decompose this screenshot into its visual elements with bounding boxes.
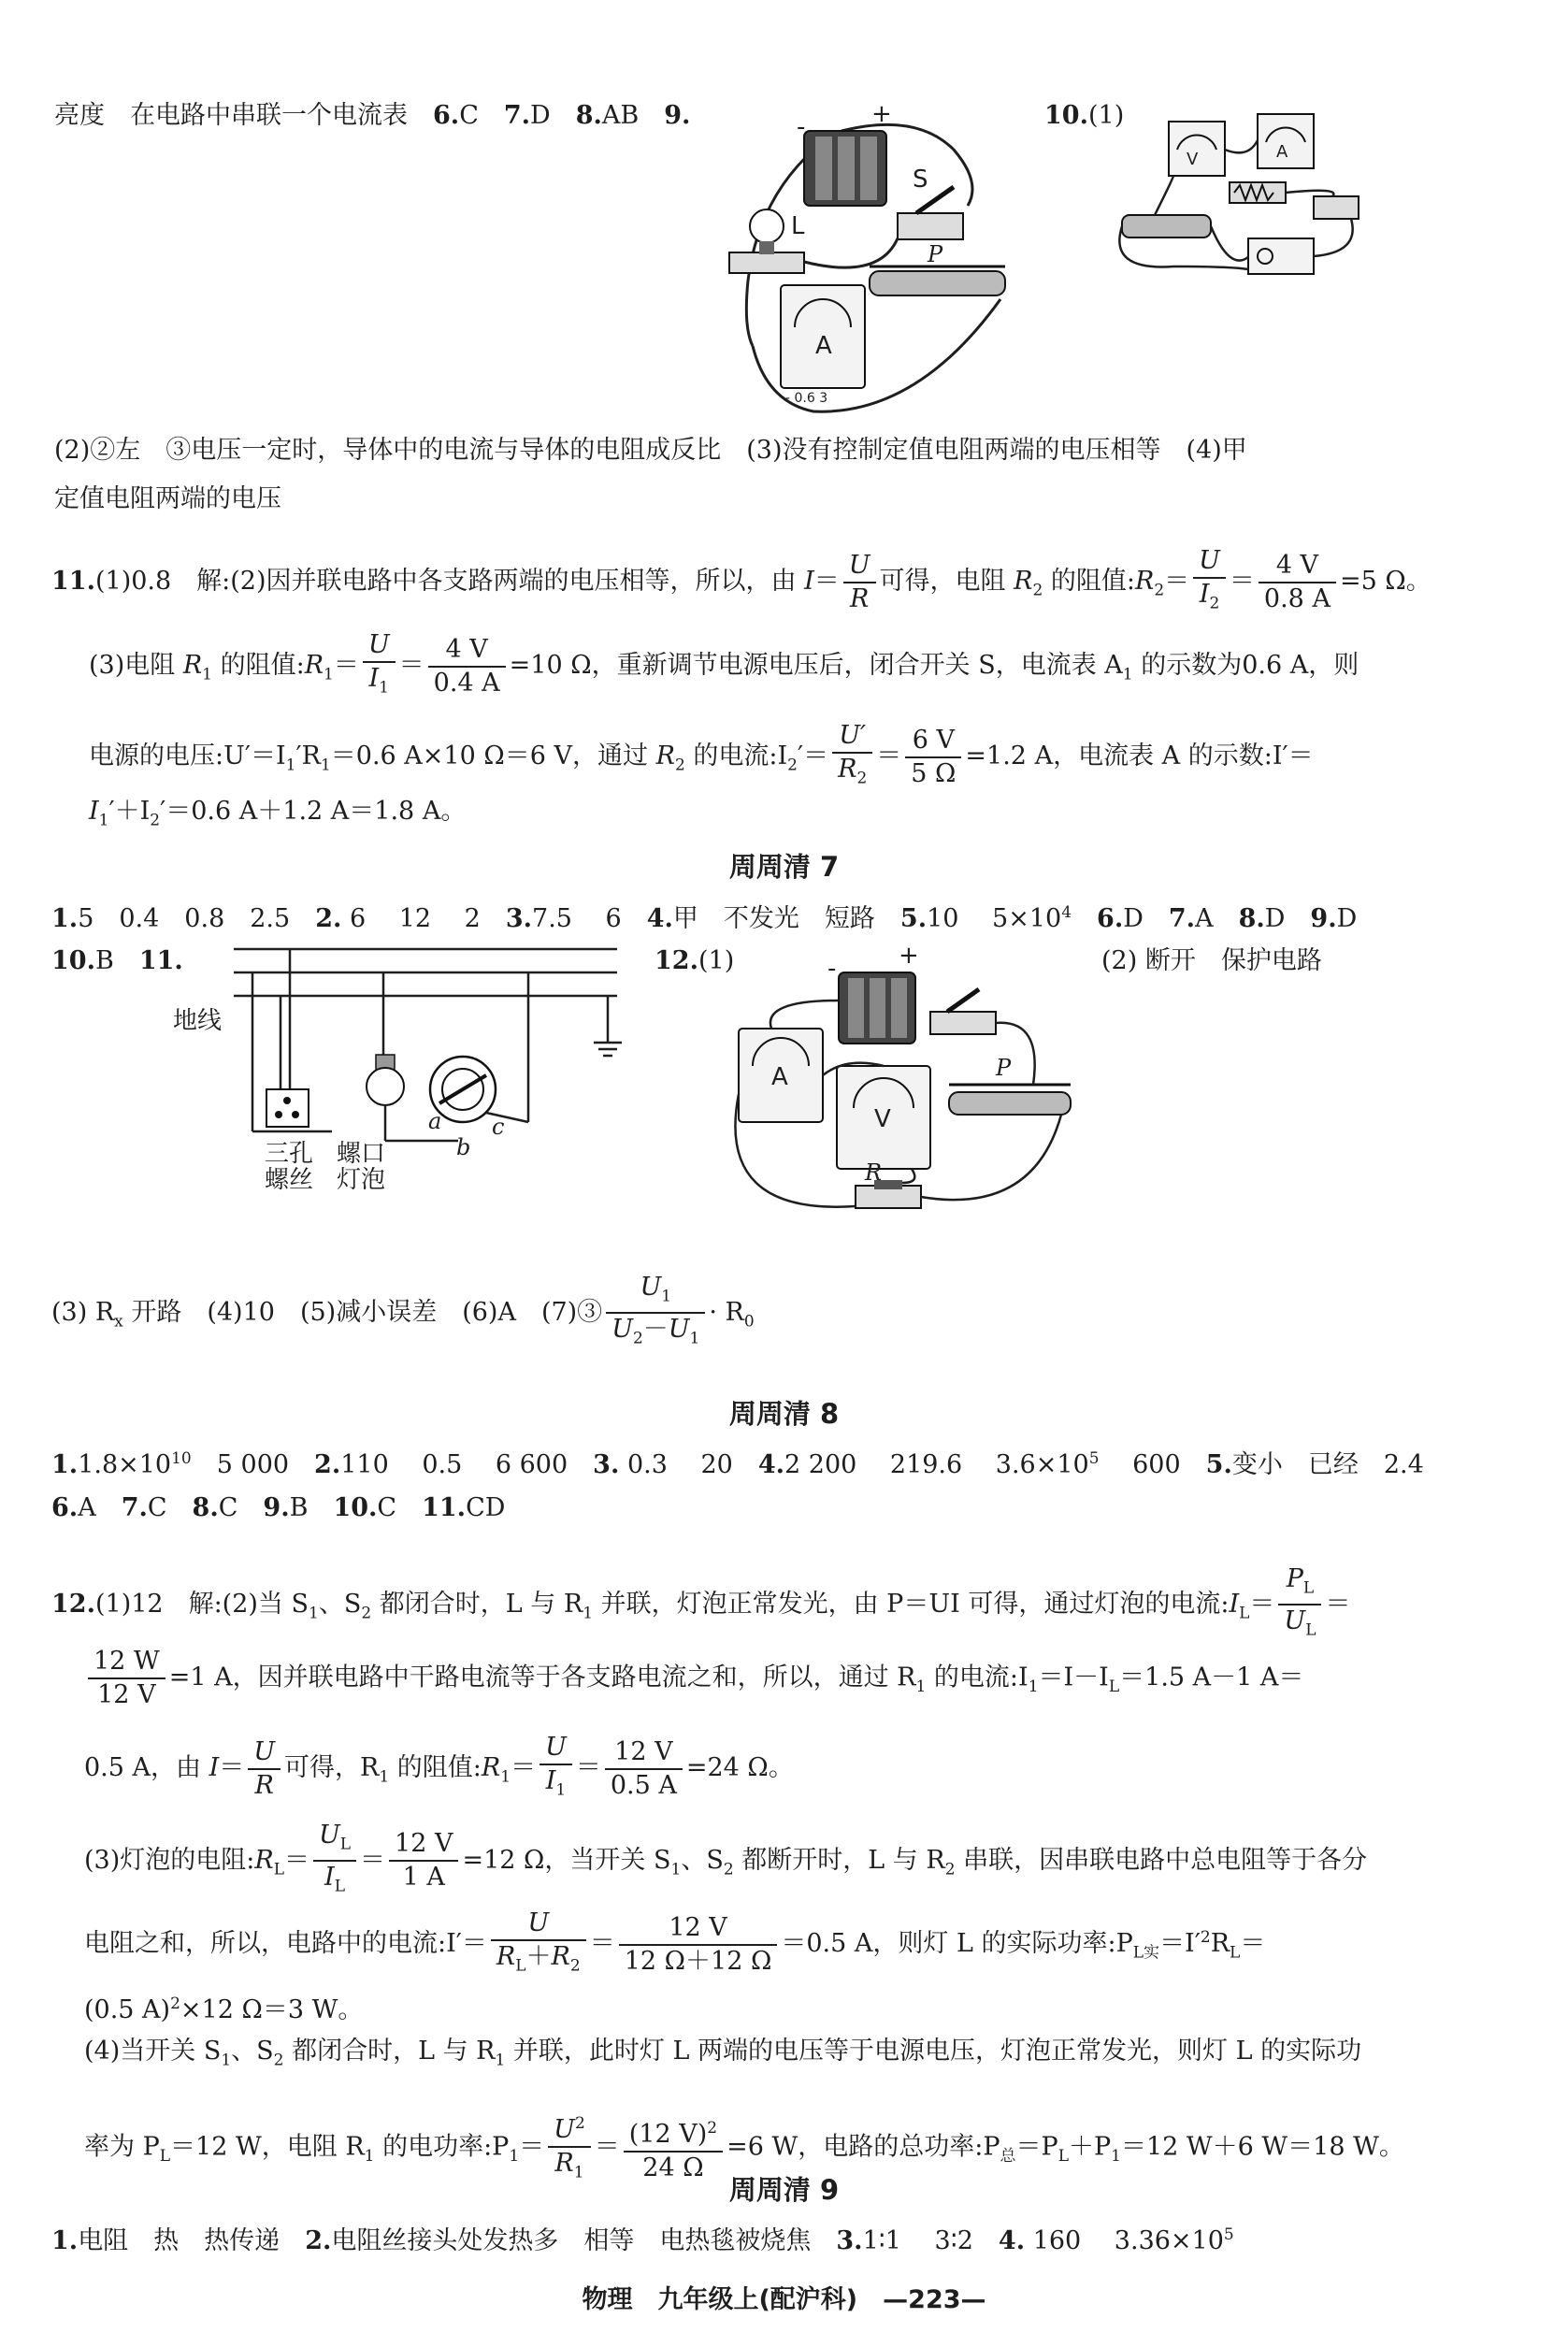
question-number: 2. <box>305 2226 332 2255</box>
exponent: 10 <box>171 1449 192 1468</box>
question-number: 9. <box>664 101 691 130</box>
answer-text: 电阻之和，所以，电路中的电流:I′＝ <box>84 1929 487 1959</box>
question-number: 10. <box>333 1493 378 1522</box>
answer-text: 可得，电阻 <box>879 567 1006 597</box>
question-number: 4. <box>757 1450 785 1479</box>
question-number: 12. <box>51 1589 95 1619</box>
answer-text: 都闭合时，L 与 R <box>283 2037 496 2066</box>
question-number: 1. <box>51 1450 79 1479</box>
q11-line-4: $I_1'+I_2'=0.6$ A＋1.2 A＝1.8 A。 <box>89 797 467 830</box>
answer-text: 并联，灯泡正常发光，由 P＝UI 可得，通过灯泡的电流: <box>593 1589 1230 1619</box>
answer-text: 、S <box>681 1845 724 1875</box>
answer-text: (1) <box>698 946 735 975</box>
answer-text: C <box>377 1493 423 1522</box>
answer-q10-label <box>1044 97 1124 135</box>
answer-text: =5 Ω。 <box>1339 567 1431 597</box>
exponent: 5 <box>1088 1449 1100 1468</box>
fraction: $\frac{U_L}{I_L}$ <box>313 1820 356 1903</box>
answer-text: 的电功率:P <box>374 2132 510 2162</box>
answer-text: =12 Ω，当开关 S <box>462 1845 671 1875</box>
answer-text: · R <box>709 1297 744 1327</box>
exponent: 4 <box>1061 903 1072 922</box>
slider-label: P <box>928 241 943 267</box>
answer-text: =24 Ω。 <box>685 1753 794 1783</box>
answer-text: 都断开时，L 与 R <box>733 1845 945 1875</box>
answer-text: 、S <box>318 1589 362 1619</box>
question-number: 11. <box>138 946 183 975</box>
s9-row-1 <box>51 2216 1234 2260</box>
s7-q12-part-2: (2) 断开 保护电路 <box>1101 946 1322 975</box>
question-number: 4. <box>998 2226 1026 2255</box>
answer-text: (3)灯泡的电阻: <box>84 1845 255 1875</box>
answer-text: C <box>459 101 504 130</box>
answer-text: 110 0.5 6 600 <box>340 1450 594 1479</box>
question-number: 5. <box>1205 1450 1232 1479</box>
answer-text: 6 12 2 <box>341 904 506 933</box>
answer-text: 0.5 A，由 <box>84 1753 202 1783</box>
question-number: 8. <box>192 1493 219 1522</box>
fraction: $\frac{U^2}{R_1}$ <box>548 2108 591 2188</box>
circuit-figure-12 <box>734 935 1089 1244</box>
bulb-label: L <box>791 212 805 240</box>
question-number: 8. <box>1238 904 1265 933</box>
answer-text: ＝0.6 A×10 Ω＝6 V，通过 <box>330 742 649 771</box>
s8-q12-line-1: 12.(1)12 解:(2)当 $S_1$、$S_2$ 都闭合时，L 与 $R_1$ 并联，灯泡正常发光，由 P＝UI 可得，通过灯泡的电流$:I_L=$ $\frac{P_L}{U_L}$ ＝ <box>51 1563 1350 1647</box>
question-number: 3. <box>593 1450 620 1479</box>
s7-q12-label <box>655 943 734 980</box>
terminal-b-label: b <box>456 1134 471 1160</box>
answer-text: 5 000 <box>191 1450 315 1479</box>
s8-q12-line-7: (4)当开关 $S_1$、$S_2$ 都闭合时，L 与 $R_1$ 并联，此时灯 L 两端的电压等于电源电压，灯泡正常发光，则灯 L 的实际功 <box>84 2037 1362 2070</box>
answer-text: 甲 不发光 短路 <box>672 904 900 933</box>
answer-text: 2 200 219.6 3.6×10 <box>784 1450 1089 1479</box>
answer-text: CD <box>466 1493 506 1522</box>
question-number: 9. <box>263 1493 290 1522</box>
s8-q12-line-2: $\frac{12 W}{12 V}$ =1 A，因并联电路中干路电流等于各支路电流之和，所以，通过 $R_1$ 的电流$:I_1=I-I_L=1.5$ A－1 A＝ <box>84 1646 1303 1711</box>
slider-label: P <box>996 1055 1012 1081</box>
answer-text: (3)电阻 <box>89 651 176 681</box>
answer-text: 开路 (4)10 (5)减小误差 (6)A (7)③ <box>122 1297 603 1327</box>
answer-text: ＝I－I <box>1038 1663 1109 1692</box>
footer-subject: 物理 九年级上(配沪科) <box>582 2285 884 2314</box>
socket-label: 三孔 <box>265 1140 314 1168</box>
answer-text: R <box>1210 1929 1230 1959</box>
answer-text: AB <box>601 101 665 130</box>
answer-text: C <box>218 1493 264 1522</box>
answer-text: D <box>1264 904 1311 933</box>
minus-label: - <box>797 113 806 141</box>
answer-text: 可得，R <box>284 1753 380 1783</box>
minus-label: - <box>827 955 837 983</box>
answer-line-2: (2)②左 ③电压一定时，导体中的电流与导体的电阻成反比 (3)没有控制定值电阻两端的电压相等 (4)甲 <box>54 436 1247 465</box>
answer-text: 600 <box>1099 1450 1206 1479</box>
answer-text: B <box>289 1493 334 1522</box>
bulb-label: 螺口 <box>337 1140 386 1168</box>
s7-row-3: (3) $R_x$ 开路 (4)10 (5)减小误差 (6)A (7)③ $\frac{U_1}{U_2-U_1}$ · $R_0$ <box>51 1272 755 1355</box>
answer-text: 电阻丝接头处发热多 相等 电热毯被烧焦 <box>331 2226 837 2255</box>
answer-text: 的阻值: <box>1050 567 1135 597</box>
answer-text: 、S <box>231 2037 274 2066</box>
fraction: $\frac{U}{I_2}$ <box>1193 545 1226 619</box>
terminal-a-label: a <box>428 1108 442 1134</box>
question-number: 6. <box>1097 904 1124 933</box>
answer-line-1 <box>54 97 690 135</box>
answer-text: =6 W，电路的总功率:P <box>726 2132 1000 2162</box>
fraction: $\frac{6 V}{5 \Omega}$ <box>905 725 961 790</box>
answer-text: ＝1.5 A－1 A＝ <box>1119 1663 1304 1692</box>
fraction: $\frac{12 V}{12 \Omega+12 \Omega}$ <box>619 1912 778 1978</box>
fraction: $\frac{12 V}{0.5 A}$ <box>605 1736 683 1802</box>
question-number: 11. <box>51 567 95 597</box>
fraction: $\frac{U'}{R_2}$ <box>832 720 872 794</box>
question-number: 7. <box>121 1493 148 1522</box>
answer-text: ＋P <box>1068 2132 1112 2162</box>
answer-text: 7.5 6 <box>532 904 647 933</box>
answer-text: A <box>78 1493 122 1522</box>
section-title-7: 周周清 7 <box>728 851 840 883</box>
ammeter-label: A <box>771 1063 788 1091</box>
question-number: 3. <box>505 904 533 933</box>
question-number: 6. <box>51 1493 79 1522</box>
answer-text: 0.3 20 <box>619 1450 758 1479</box>
answer-text: ′R <box>295 742 321 771</box>
question-number: 6. <box>433 101 460 130</box>
ground-label: 地线 <box>173 1007 223 1035</box>
question-number: 12. <box>655 946 698 975</box>
fraction: $\frac{U}{R_L+R_2}$ <box>491 1908 586 1981</box>
page-footer <box>0 2282 1568 2319</box>
question-number: 7. <box>1168 904 1196 933</box>
answer-text: (4)当开关 S <box>84 2037 222 2066</box>
s8-q12-line-3: 0.5 A，由 I＝ $\frac{U}{R}$ 可得，$R_1$ 的阻值$:R_1=$ $\frac{U}{I_1}$ ＝ $\frac{12 V}{0.5 A}$ =24 Ω。 <box>84 1732 794 1806</box>
question-number: 1. <box>51 904 79 933</box>
circuit-figure-10 <box>1117 103 1370 281</box>
answer-text: 并联，此时灯 L 两端的电压等于电源电压，灯泡正常发光，则灯 L 的实际功 <box>505 2037 1362 2066</box>
s8-q12-line-4: (3)灯泡的电阻$:R_L=$ $\frac{U_L}{I_L}$ ＝ $\frac{12 V}{1 A}$ =12 Ω，当开关 $S_1$、$S_2$ 都断开时，L 与 $R_2$ 串联，因串联电路中总电阻等于各分 <box>84 1820 1367 1903</box>
answer-text: (3) R <box>51 1297 115 1327</box>
answer-text: 5 0.4 0.8 2.5 <box>78 904 316 933</box>
circuit-figure-9 <box>729 94 1038 416</box>
fraction: $\frac{U}{R}$ <box>843 550 876 615</box>
bulb-label-2: 灯泡 <box>337 1166 386 1194</box>
answer-text: 1∶1 3∶2 <box>862 2226 999 2255</box>
question-number: 11. <box>422 1493 467 1522</box>
s7-row-1 <box>51 894 1357 938</box>
answer-text: ＝P <box>1015 2132 1058 2162</box>
answer-text: =1 A，因并联电路中干路电流等于各支路电流之和，所以，通过 R <box>168 1663 916 1692</box>
s8-q12-line-5: 电阻之和，所以，电路中的电流:I′＝ $\frac{U}{R_L+R_2}$ ＝ $\frac{12 V}{12 \Omega+12 \Omega}$ ＝0.5 A，则灯 L 的实际功率$:P_{L实}=I'^2R_L=$ <box>84 1908 1265 1981</box>
section-title-8: 周周清 8 <box>728 1398 840 1430</box>
answer-text: ＝12 W＋6 W＝18 W。 <box>1120 2132 1404 2162</box>
answer-text: =1.2 A，电流表 A 的示数:I′＝ <box>965 742 1314 771</box>
answer-text: ＝12 W，电阻 R <box>170 2132 365 2162</box>
exponent: 5 <box>1223 2225 1234 2244</box>
answer-text: 串联，因串联电路中总电阻等于各分 <box>955 1845 1368 1875</box>
fraction: $\frac{12 W}{12 V}$ <box>88 1646 165 1711</box>
answer-text: 160 3.36×10 <box>1025 2226 1224 2255</box>
s8-row-1 <box>51 1440 1424 1484</box>
answer-text: A <box>1195 904 1239 933</box>
plus-label: + <box>899 942 919 970</box>
fraction: $\frac{U}{I_1}$ <box>363 629 396 703</box>
section-title-9: 周周清 9 <box>728 2174 840 2206</box>
question-number: 10. <box>51 946 95 975</box>
terminal-c-label: c <box>492 1114 505 1140</box>
wiring-figure-11 <box>168 944 626 1194</box>
answer-text: 电源的电压:U′＝I <box>89 742 286 771</box>
ammeter-label: A <box>815 332 832 360</box>
ammeter-label: A <box>1276 142 1288 162</box>
answer-text: ×12 Ω＝3 W。 <box>180 1995 364 2024</box>
answer-text: C <box>147 1493 193 1522</box>
fraction: $\frac{(12 V)^2}{24 \Omega}$ <box>624 2112 723 2184</box>
fraction: $\frac{4 V}{0.8 A}$ <box>1259 550 1336 615</box>
question-number: 2. <box>314 1450 341 1479</box>
answer-text: (1) <box>1087 101 1125 130</box>
fraction: $\frac{4 V}{0.4 A}$ <box>428 634 506 699</box>
answer-text: (1)12 解:(2)当 S <box>94 1589 309 1619</box>
answer-text: =10 Ω，重新调节电源电压后，闭合开关 S，电流表 A <box>509 651 1123 681</box>
question-number: 3. <box>836 2226 863 2255</box>
question-number: 2. <box>315 904 342 933</box>
answer-text: 的阻值: <box>220 651 305 681</box>
answer-text: 10 5×10 <box>927 904 1062 933</box>
question-number: 9. <box>1310 904 1337 933</box>
fraction: $\frac{12 V}{1 A}$ <box>389 1828 458 1893</box>
s8-q12-line-6: (0.5 A)$^2$×12 Ω＝3 W。 <box>84 1994 364 2024</box>
socket-label-2: 螺丝 <box>265 1166 314 1194</box>
plus-label: + <box>871 100 892 128</box>
answer-text: 变小 已经 2.4 <box>1231 1450 1424 1479</box>
answer-text: 的电流:I <box>693 742 788 771</box>
fraction: $\frac{U}{I_1}$ <box>539 1732 572 1806</box>
question-number: 5. <box>899 904 928 933</box>
q11-line-1: 11.(1)0.8 解:(2)因并联电路中各支路两端的电压相等，所以，由 I＝ $\frac{U}{R}$ 可得，电阻 $R_2$ 的阻值$:R_2=$ $\frac{U}{I_2}$ ＝ $\frac{4 V}{0.8 A}$ =5 Ω。 <box>51 545 1431 619</box>
answer-text: ＝0.5 A，则灯 L 的实际功率:P <box>781 1929 1133 1959</box>
q11-line-3: 电源的电压$:U'=I_1'R_1=0.6$ A×10 Ω＝6 V，通过 $R_2$ 的电流$:I_2'=$ $\frac{U'}{R_2}$ ＝ $\frac{6 V}{5 \Omega}$ =1.2 A，电流表 A 的示数:I′＝ <box>89 720 1314 794</box>
answer-text: (0.5 A) <box>84 1995 171 2024</box>
fraction: $\frac{U}{R}$ <box>248 1736 281 1802</box>
switch-label: S <box>913 166 928 194</box>
answer-text: ′＋I <box>108 797 151 826</box>
voltmeter-label: V <box>874 1105 891 1133</box>
answer-text: B <box>94 946 139 975</box>
s8-row-2 <box>51 1490 505 1527</box>
answer-text: 亮度 在电路中串联一个电流表 <box>54 101 433 130</box>
question-number: 1. <box>51 2226 79 2255</box>
answer-text: 的阻值: <box>389 1753 482 1783</box>
answer-line-3: 定值电阻两端的电压 <box>54 484 281 513</box>
answer-text: 电阻 热 热传递 <box>78 2226 306 2255</box>
answer-text: 都闭合时，L 与 R <box>371 1589 583 1619</box>
answer-text: 率为 P <box>84 2132 160 2162</box>
question-number: 10. <box>1044 101 1088 130</box>
answer-text: 的示数为0.6 A，则 <box>1141 651 1359 681</box>
answer-text: D <box>530 101 576 130</box>
answer-text: 1.8×10 <box>78 1450 172 1479</box>
answer-text: ＝ <box>1240 1929 1266 1959</box>
q11-line-2: (3)电阻 $R_1$ 的阻值$:R_1=$ $\frac{U}{I_1}$ ＝ $\frac{4 V}{0.4 A}$ =10 Ω，重新调节电源电压后，闭合开关 S，电流表 $A_1$ 的示数为0.6 A，则 <box>89 629 1359 703</box>
fraction: $\frac{U_1}{U_2-U_1}$ <box>606 1272 705 1355</box>
page-number: —223— <box>883 2285 986 2314</box>
fraction: $\frac{P_L}{U_L}$ <box>1278 1563 1321 1647</box>
resistor-label: R <box>865 1159 883 1186</box>
question-number: 7. <box>503 101 531 130</box>
voltmeter-label: V <box>1187 150 1199 169</box>
answer-text: ′＝0.6 A＋1.2 A＝1.8 A。 <box>160 797 467 826</box>
answer-text: 的电流:I <box>926 1663 1029 1692</box>
answer-text: (1)0.8 解:(2)因并联电路中各支路两端的电压相等，所以，由 <box>94 567 797 597</box>
question-number: 4. <box>646 904 673 933</box>
answer-text: ＝I′ <box>1159 1929 1201 1959</box>
ammeter-scale: - 0.6 3 <box>785 391 828 406</box>
answer-text: D <box>1336 904 1358 933</box>
question-number: 8. <box>575 101 602 130</box>
s8-q12-line-8: 率为 $P_L=12$ W，电阻 $R_1$ 的电功率$:P_1=$ $\frac{U^2}{R_1}$ ＝ $\frac{(12 V)^2}{24 \Omega}$ =6 W，电路的总功率$:P_总=P_L+P_1=12$ W＋6 W＝18 W。 <box>84 2108 1404 2188</box>
s7-row-2 <box>51 943 183 980</box>
answer-text: D <box>1123 904 1169 933</box>
